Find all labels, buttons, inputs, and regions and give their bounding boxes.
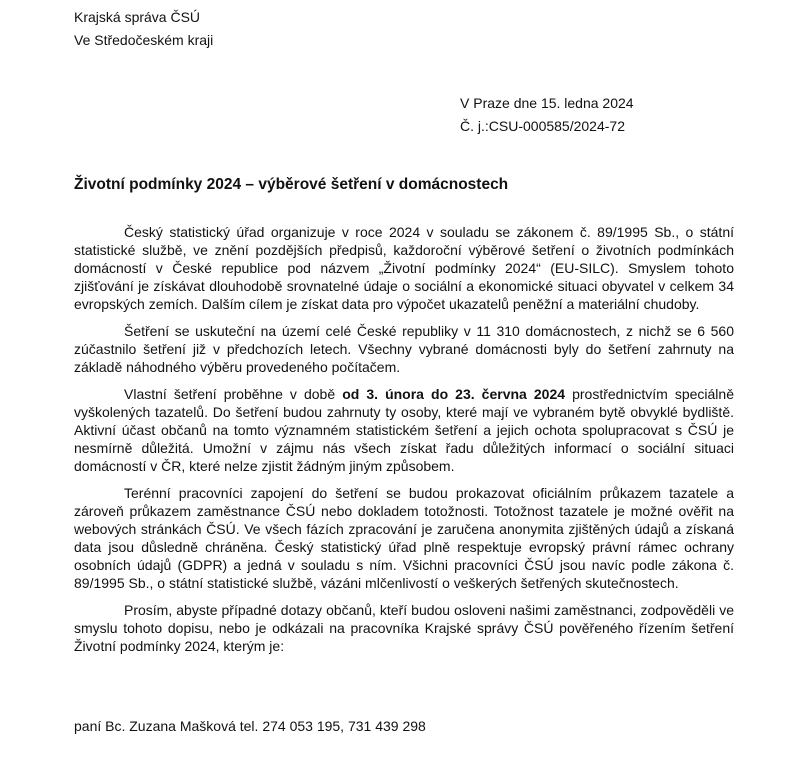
letter-title: Životní podmínky 2024 – výběrové šetření v domácnostech (74, 176, 509, 193)
contact-line: paní Bc. Zuzana Mašková tel. 274 053 195, 731 439 298 (74, 718, 426, 734)
schedule-text-end: prostřednictvím speciálně vyškolených tazatelů. Do šetření budou zahrnuty ty osoby, které mají ve vybraném bytě obvyklé bydliště. Aktivní účast občanů na tomto významném statistickém šetření a jejich ochota spolupracovat s ČSÚ je nesmírně důležitá. Umožní v zájmu nás všech získat řadu důležitých informací o sociální situaci domácností v ČR, které nelze zjistit žádným jiným způsobem. (74, 386, 734, 474)
schedule-text-start: Vlastní šetření proběhne v době (124, 386, 343, 402)
paragraph-intro: Český statistický úřad organizuje v roce 2024 v souladu se zákonem č. 89/1995 Sb., o státní statistické službě, ve znění pozdějších předpisů, každoroční výběrové šetření o životních podmínkách domácností v České republice pod názvem „Životní podmínky 2024“ (EU-SILC). Smyslem tohoto zjišťování je získávat dlouhodobě srovnatelné údaje o sociální a ekonomické situaci obyvatel v celkem 34 evropských zemích. Dalším cílem je získat data pro výpočet ukazatelů peněžní a materiální chudoby. (74, 224, 734, 312)
schedule-dates: od 3. února do 23. června 2024 (342, 386, 566, 402)
sender-line-1: Krajská správa ČSÚ (74, 9, 201, 25)
letter-meta (460, 92, 634, 138)
letter-date: V Praze dne 15. ledna 2024 (460, 95, 634, 111)
reference-number: Č. j.:CSU-000585/2024-72 (460, 118, 625, 134)
sender-block (74, 6, 213, 52)
letter-body (74, 223, 734, 664)
paragraph-request: Prosím, abyste případné dotazy občanů, kteří budou osloveni našimi zaměstnanci, zodpověděli ve smyslu tohoto dopisu, nebo je odkázali na pracovníka Krajské správy ČSÚ pověřeného řízením šetření Životní podmínky 2024, kterým je: (74, 602, 734, 654)
paragraph-scope: Šetření se uskuteční na území celé České republiky v 11 310 domácnostech, z nichž se 6 560 zúčastnilo šetření již v předchozích letech. Všechny vybrané domácnosti byly do šetření zahrnuty na základě náhodného výběru provedeného počítačem. (74, 323, 734, 375)
paragraph-schedule (74, 385, 734, 475)
sender-line-2: Ve Středočeském kraji (74, 32, 214, 48)
paragraph-interviewers: Terénní pracovníci zapojení do šetření se budou prokazovat oficiálním průkazem tazatele a zároveň průkazem zaměstnance ČSÚ nebo dokladem totožnosti. Totožnost tazatele je možné ověřit na webových stránkách ČSÚ. Ve všech fázích zpracování je zaručena anonymita zjištěných údajů a získaná data jsou důsledně chráněna. Český statistický úřad plně respektuje evropský právní rámec ochrany osobních údajů (GDPR) a jedná v souladu s ním. Všichni pracovníci ČSÚ jsou navíc podle zákona č. 89/1995 Sb., o státní statistické službě, vázáni mlčenlivostí o veškerých šetřených skutečnostech. (74, 485, 734, 591)
